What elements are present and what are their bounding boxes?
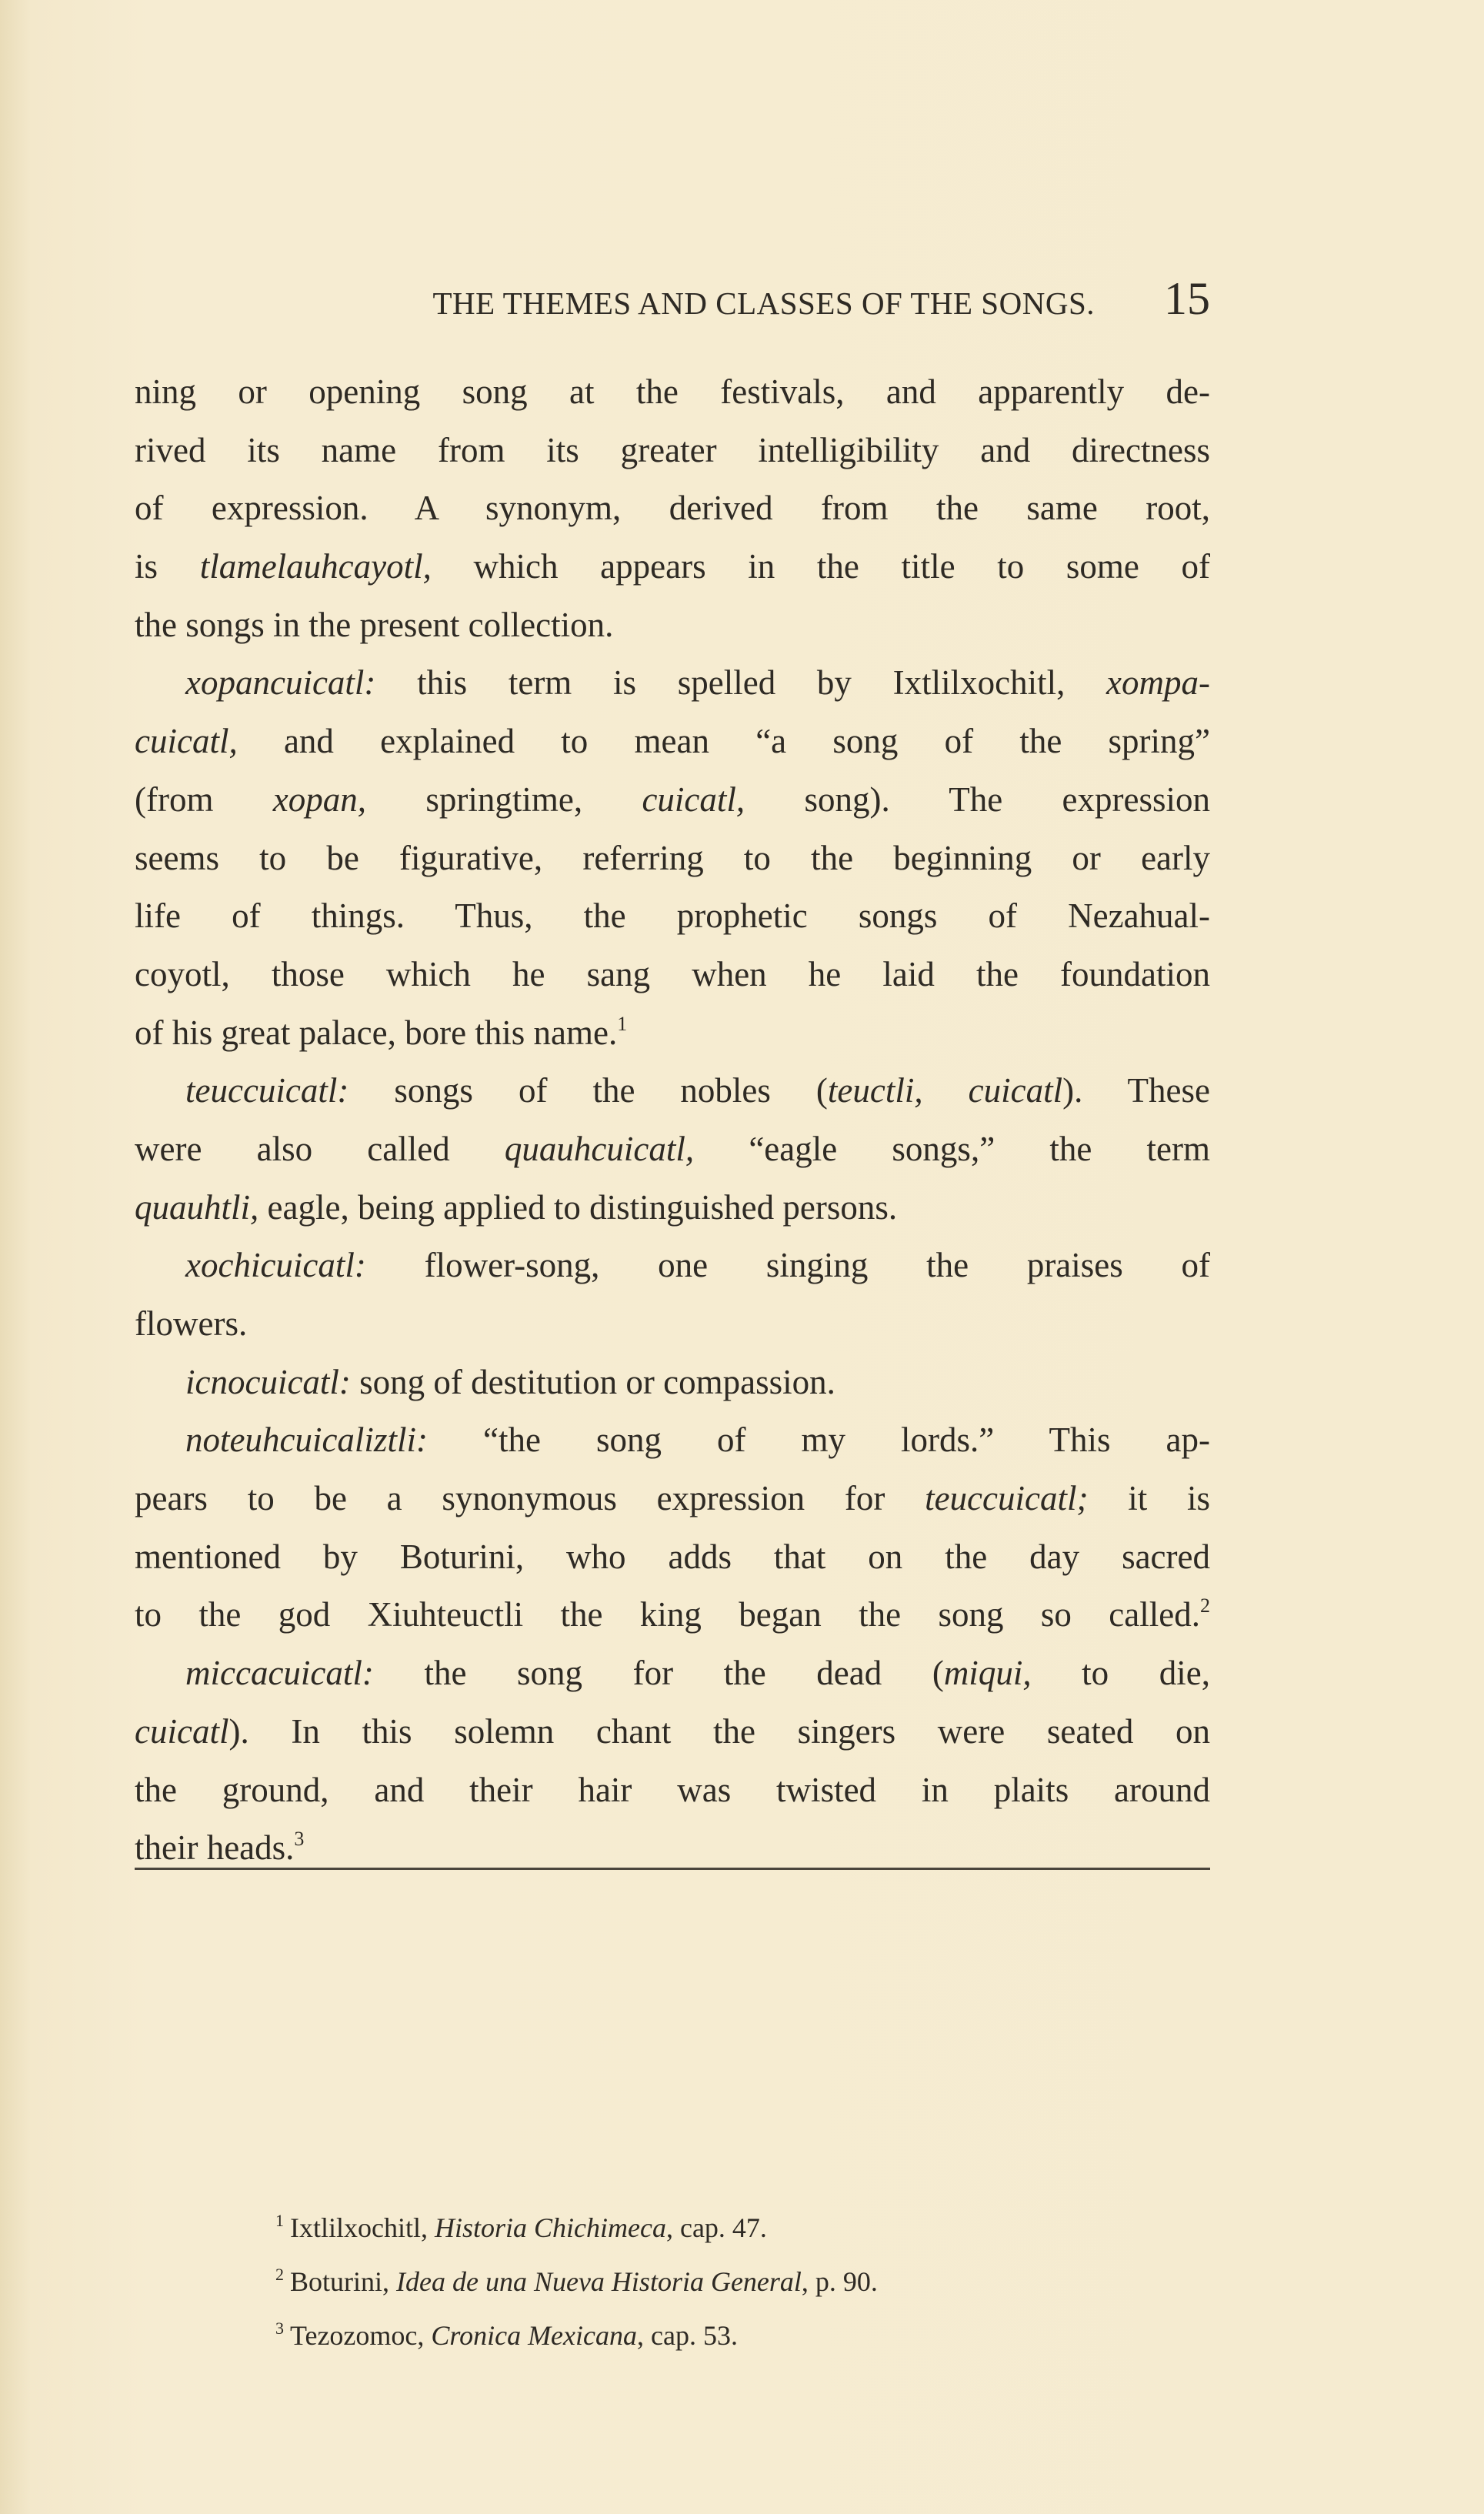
italic-term: Idea de una Nueva Historia General bbox=[396, 2266, 802, 2297]
text-line bbox=[135, 538, 1210, 596]
text-line bbox=[135, 1761, 1210, 1820]
footnote bbox=[275, 2201, 878, 2255]
italic-term: miccacuicatl: bbox=[185, 1654, 374, 1693]
italic-term: noteuhcuicaliztli: bbox=[185, 1421, 428, 1460]
footnote bbox=[275, 2309, 878, 2362]
text-run: “eagle songs,” the term bbox=[694, 1129, 1210, 1168]
italic-term: cuicatl bbox=[135, 1711, 229, 1751]
footnote-marker: 1 bbox=[275, 2211, 284, 2230]
text-run: (from bbox=[135, 780, 273, 819]
text-line bbox=[135, 830, 1210, 888]
running-title: THE THEMES AND CLASSES OF THE SONGS. bbox=[432, 285, 1095, 321]
italic-term: miqui, bbox=[943, 1654, 1032, 1693]
italic-term: xopancuicatl: bbox=[185, 663, 376, 703]
text-line bbox=[135, 1644, 1210, 1703]
footnote-marker: 3 bbox=[294, 1828, 305, 1851]
text-line bbox=[135, 1295, 1210, 1354]
text-line bbox=[135, 1703, 1210, 1761]
text-line bbox=[135, 479, 1210, 538]
italic-term: quauhtli, bbox=[135, 1187, 259, 1227]
text-line bbox=[135, 1120, 1210, 1179]
text-line bbox=[135, 596, 1210, 655]
text-run: the song for the dead ( bbox=[373, 1654, 944, 1693]
text-line bbox=[135, 363, 1210, 422]
text-run: , cap. 53. bbox=[637, 2320, 738, 2351]
text-run: and explained to mean “a song of the spring” bbox=[237, 722, 1210, 761]
italic-term: xompa- bbox=[1106, 663, 1210, 703]
italic-term: teuccuicatl: bbox=[185, 1071, 349, 1110]
italic-term: teuccuicatl; bbox=[925, 1479, 1089, 1518]
text-run: of expression. A synonym, derived from the same root, bbox=[135, 489, 1210, 528]
text-line bbox=[135, 1179, 1210, 1237]
italic-term: icnocuicatl: bbox=[185, 1362, 351, 1401]
text-run: which appears in the title to some of bbox=[431, 547, 1211, 586]
text-run: , p. 90. bbox=[801, 2266, 878, 2297]
italic-term: xopan, bbox=[272, 780, 367, 819]
text-run: the ground, and their hair was twisted in plaits around bbox=[135, 1770, 1210, 1809]
footnote-marker: 3 bbox=[275, 2319, 284, 2338]
text-run: song of destitution or compassion. bbox=[350, 1362, 835, 1401]
footnotes bbox=[275, 2201, 878, 2362]
text-run: their heads. bbox=[135, 1828, 295, 1868]
body-text bbox=[135, 363, 1210, 1878]
text-run: of his great palace, bore this name. bbox=[135, 1013, 618, 1052]
footnote-divider bbox=[135, 1868, 1210, 1870]
text-run: this term is spelled by Ixtlilxochitl, bbox=[375, 663, 1107, 703]
italic-term: quauhcuicatl, bbox=[504, 1129, 695, 1168]
text-run: Ixtlilxochitl, bbox=[290, 2212, 435, 2243]
text-run: eagle, being applied to distinguished persons. bbox=[258, 1187, 898, 1227]
footnote-marker: 2 bbox=[275, 2265, 284, 2284]
text-line bbox=[135, 1411, 1210, 1470]
footnote-marker: 1 bbox=[617, 1012, 628, 1035]
text-run: seems to be figurative, referring to the beginning or early bbox=[135, 838, 1210, 877]
text-run: ). In this solemn chant the singers were seated on bbox=[228, 1711, 1210, 1751]
text-run: Boturini, bbox=[290, 2266, 397, 2297]
italic-term: cuicatl, bbox=[135, 722, 238, 761]
text-run: flowers. bbox=[135, 1304, 248, 1343]
text-run: the songs in the present collection. bbox=[135, 605, 614, 644]
text-line bbox=[135, 1528, 1210, 1587]
text-run: Tezozomoc, bbox=[290, 2320, 432, 2351]
italic-term: cuicatl, bbox=[642, 780, 745, 819]
text-line bbox=[135, 1004, 1210, 1063]
text-line bbox=[135, 771, 1210, 830]
footnote bbox=[275, 2255, 878, 2309]
text-run: “the song of my lords.” This ap- bbox=[427, 1421, 1210, 1460]
text-run: is bbox=[135, 547, 200, 586]
text-run: ning or opening song at the festivals, and apparently de- bbox=[135, 372, 1210, 411]
text-run: , cap. 47. bbox=[665, 2212, 767, 2243]
text-line bbox=[135, 1354, 1210, 1412]
text-line bbox=[135, 946, 1210, 1004]
text-run: pears to be a synonymous expression for bbox=[135, 1479, 925, 1518]
text-run: ). These bbox=[1062, 1071, 1210, 1110]
text-run: songs of the nobles ( bbox=[348, 1071, 828, 1110]
text-run: it is bbox=[1088, 1479, 1210, 1518]
text-run: life of things. Thus, the prophetic songs of Nezahual- bbox=[135, 896, 1210, 936]
text-run: to the god Xiuhteuctli the king began the song so called. bbox=[135, 1595, 1200, 1634]
page-header bbox=[135, 273, 1210, 332]
text-line bbox=[135, 713, 1210, 771]
text-run: mentioned by Boturini, who adds that on the day sacred bbox=[135, 1537, 1210, 1576]
italic-term: xochicuicatl: bbox=[185, 1246, 366, 1285]
italic-term: Historia Chichimeca bbox=[434, 2212, 666, 2243]
text-line bbox=[135, 1062, 1210, 1120]
text-run: flower-song, one singing the praises of bbox=[365, 1246, 1210, 1285]
text-run: to die, bbox=[1031, 1654, 1210, 1693]
text-run: springtime, bbox=[366, 780, 642, 819]
text-line bbox=[135, 422, 1210, 480]
text-line bbox=[135, 1470, 1210, 1528]
text-run: coyotl, those which he sang when he laid the foundation bbox=[135, 954, 1210, 993]
italic-term: tlamelauhcayotl, bbox=[199, 547, 432, 586]
text-run: song). The expression bbox=[745, 780, 1211, 819]
text-run: rived its name from its greater intelligibility and directness bbox=[135, 430, 1210, 469]
italic-term: teuctli, cuicatl bbox=[827, 1071, 1063, 1110]
page-number: 15 bbox=[1164, 273, 1210, 324]
text-line bbox=[135, 1237, 1210, 1295]
text-line bbox=[135, 887, 1210, 946]
footnote-marker: 2 bbox=[1200, 1594, 1210, 1618]
text-line bbox=[135, 1586, 1210, 1644]
text-run: were also called bbox=[135, 1129, 505, 1168]
italic-term: Cronica Mexicana bbox=[431, 2320, 637, 2351]
text-line bbox=[135, 654, 1210, 713]
